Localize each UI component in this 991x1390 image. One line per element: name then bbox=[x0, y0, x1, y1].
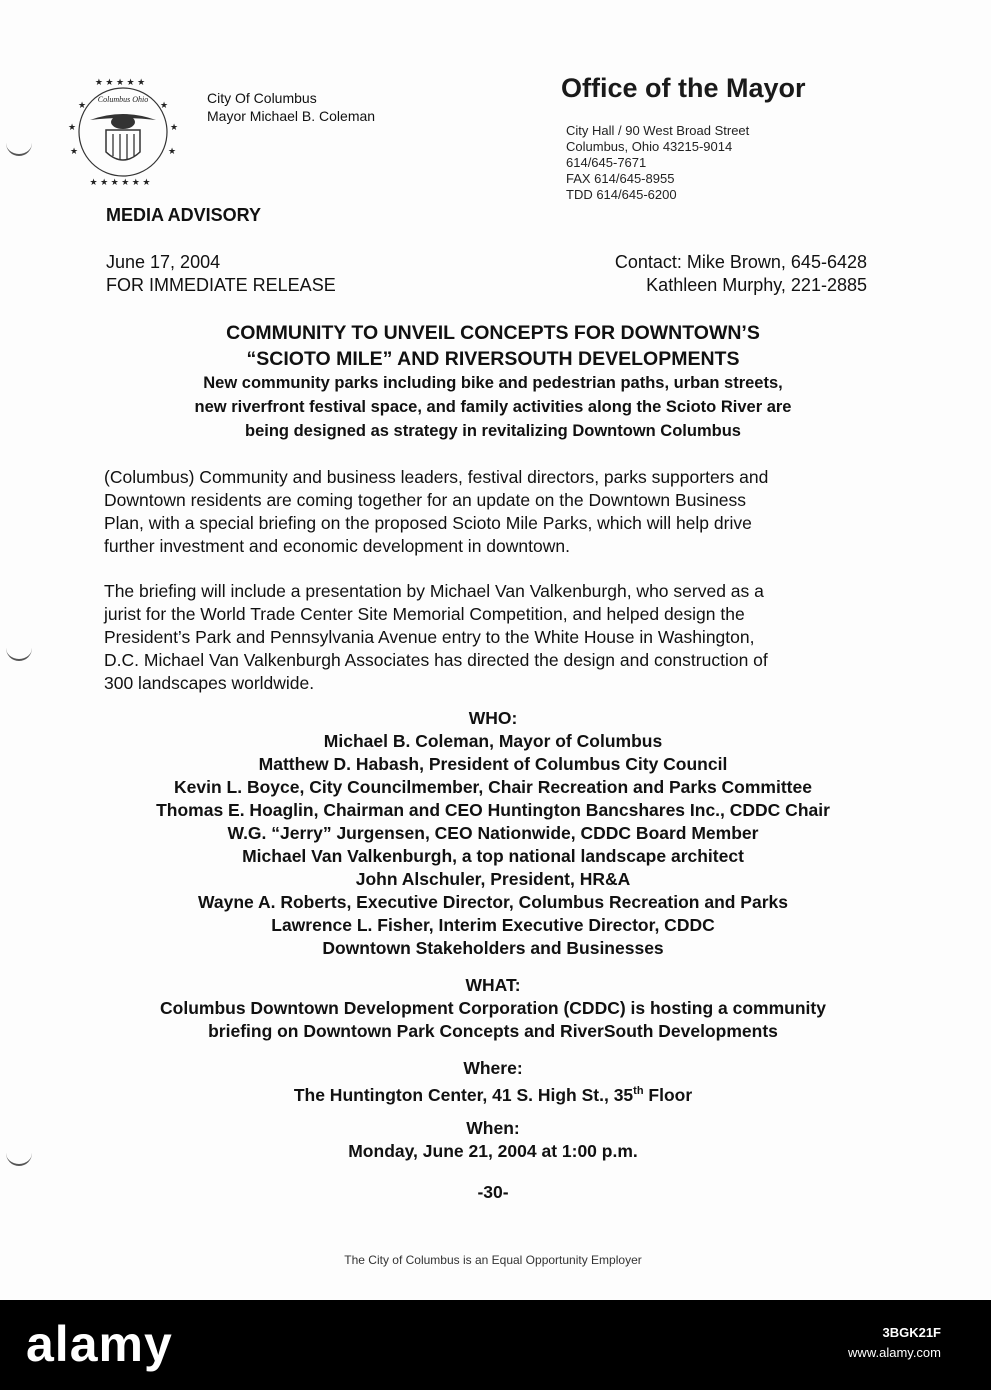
headline-line: “SCIOTO MILE” AND RIVERSOUTH DEVELOPMENTS bbox=[246, 348, 740, 370]
what-label: WHAT: bbox=[465, 975, 521, 995]
subhead-line: New community parks including bike and pedestrian paths, urban streets, bbox=[203, 374, 783, 392]
what-text bbox=[60, 997, 926, 1043]
paragraph-line: jurist for the World Trade Center Site Memorial Competition, and helped design the bbox=[104, 604, 745, 624]
when-text: Monday, June 21, 2004 at 1:00 p.m. bbox=[348, 1141, 638, 1161]
release-type: FOR IMMEDIATE RELEASE bbox=[106, 275, 336, 295]
body-paragraph bbox=[104, 466, 894, 558]
svg-text:★: ★ bbox=[78, 100, 87, 110]
where-floor: Floor bbox=[643, 1084, 693, 1105]
paragraph-line: further investment and economic development in downtown. bbox=[104, 536, 570, 556]
when-label: When: bbox=[466, 1118, 520, 1138]
city-name: City Of Columbus bbox=[207, 90, 317, 106]
binder-hole-mark bbox=[6, 645, 32, 661]
who-item: Wayne A. Roberts, Executive Director, Columbus Recreation and Parks bbox=[198, 892, 788, 912]
who-label: WHO: bbox=[468, 708, 518, 728]
stock-info bbox=[848, 1323, 941, 1363]
subhead-line: new riverfront festival space, and family activities along the Scioto River are bbox=[194, 398, 792, 416]
headline bbox=[60, 320, 926, 372]
site-url: www.alamy.com bbox=[848, 1345, 941, 1360]
where-label: Where: bbox=[463, 1058, 523, 1078]
svg-text:★: ★ bbox=[170, 122, 179, 132]
svg-text:★ ★ ★ ★ ★: ★ ★ ★ ★ ★ bbox=[94, 77, 146, 87]
who-item: Kevin L. Boyce, City Councilmember, Chair Recreation and Parks Committee bbox=[174, 777, 812, 797]
city-header bbox=[207, 89, 375, 125]
release-date-block bbox=[106, 251, 336, 297]
body-paragraph bbox=[104, 580, 894, 695]
svg-text:★: ★ bbox=[168, 146, 177, 156]
seal-text: Columbus Ohio bbox=[97, 95, 149, 104]
contact-secondary: Kathleen Murphy, 221-2885 bbox=[646, 275, 867, 295]
contact-primary: Contact: Mike Brown, 645-6428 bbox=[614, 252, 867, 272]
office-title: Office of the Mayor bbox=[561, 73, 806, 103]
who-item: Michael Van Valkenburgh, a top national landscape architect bbox=[242, 846, 744, 866]
image-id: 3BGK21F bbox=[882, 1325, 941, 1340]
binder-hole-mark bbox=[6, 1150, 32, 1166]
paragraph-line: Downtown residents are coming together for an update on the Downtown Business bbox=[104, 490, 747, 510]
paragraph-line: Plan, with a special briefing on the proposed Scioto Mile Parks, which will help drive bbox=[104, 513, 752, 533]
headline-line: COMMUNITY TO UNVEIL CONCEPTS FOR DOWNTOWN’S bbox=[226, 322, 760, 344]
end-mark: -30- bbox=[477, 1182, 509, 1202]
who-item: W.G. “Jerry” Jurgensen, CEO Nationwide, CDDC Board Member bbox=[227, 823, 759, 843]
svg-text:★: ★ bbox=[70, 146, 79, 156]
who-item: John Alschuler, President, HR&A bbox=[355, 869, 631, 889]
tdd-line: TDD 614/645-6200 bbox=[566, 187, 677, 202]
svg-text:★: ★ bbox=[68, 122, 77, 132]
where-address: The Huntington Center, 41 S. High St., 35 bbox=[293, 1084, 634, 1105]
paragraph-line: D.C. Michael Van Valkenburgh Associates has directed the design and construction of bbox=[104, 650, 768, 670]
mayor-name: Mayor Michael B. Coleman bbox=[207, 108, 376, 124]
footer-note: The City of Columbus is an Equal Opportunity Employer bbox=[344, 1253, 642, 1267]
who-item: Michael B. Coleman, Mayor of Columbus bbox=[323, 731, 663, 751]
media-advisory-label: MEDIA ADVISORY bbox=[106, 205, 262, 225]
subhead-line: being designed as strategy in revitalizing Downtown Columbus bbox=[245, 422, 741, 440]
binder-hole-mark bbox=[6, 140, 32, 156]
who-item: Lawrence L. Fisher, Interim Executive Director, CDDC bbox=[271, 915, 715, 935]
paragraph-line: The briefing will include a presentation by Michael Van Valkenburgh, who served as a bbox=[104, 581, 764, 601]
address-line: City Hall / 90 West Broad Street bbox=[566, 123, 750, 138]
fax-line: FAX 614/645-8955 bbox=[566, 171, 675, 186]
what-line: Columbus Downtown Development Corporation (CDDC) is hosting a community bbox=[160, 998, 826, 1018]
who-item: Thomas E. Hoaglin, Chairman and CEO Huntington Bancshares Inc., CDDC Chair bbox=[156, 800, 830, 820]
alamy-logo: alamy bbox=[26, 1316, 173, 1372]
phone-line: 614/645-7671 bbox=[566, 155, 647, 170]
paragraph-line: President’s Park and Pennsylvania Avenue entry to the White House in Washington, bbox=[104, 627, 755, 647]
what-line: briefing on Downtown Park Concepts and RiverSouth Developments bbox=[208, 1021, 778, 1041]
release-date: June 17, 2004 bbox=[106, 252, 221, 272]
paragraph-line: (Columbus) Community and business leaders, festival directors, parks supporters and bbox=[104, 467, 769, 487]
where-text bbox=[60, 1080, 926, 1107]
paragraph-line: 300 landscapes worldwide. bbox=[104, 673, 315, 693]
contact-block bbox=[615, 251, 867, 297]
svg-text:★: ★ bbox=[160, 100, 169, 110]
address-line: Columbus, Ohio 43215-9014 bbox=[566, 139, 733, 154]
city-seal-icon bbox=[60, 72, 186, 190]
subheadline bbox=[80, 371, 906, 443]
office-address bbox=[566, 123, 749, 203]
who-item: Downtown Stakeholders and Businesses bbox=[322, 938, 664, 958]
who-list bbox=[60, 730, 926, 960]
svg-text:★ ★ ★ ★ ★ ★: ★ ★ ★ ★ ★ ★ bbox=[89, 177, 151, 187]
who-item: Matthew D. Habash, President of Columbus City Council bbox=[258, 754, 728, 774]
where-ordinal: th bbox=[633, 1085, 644, 1097]
